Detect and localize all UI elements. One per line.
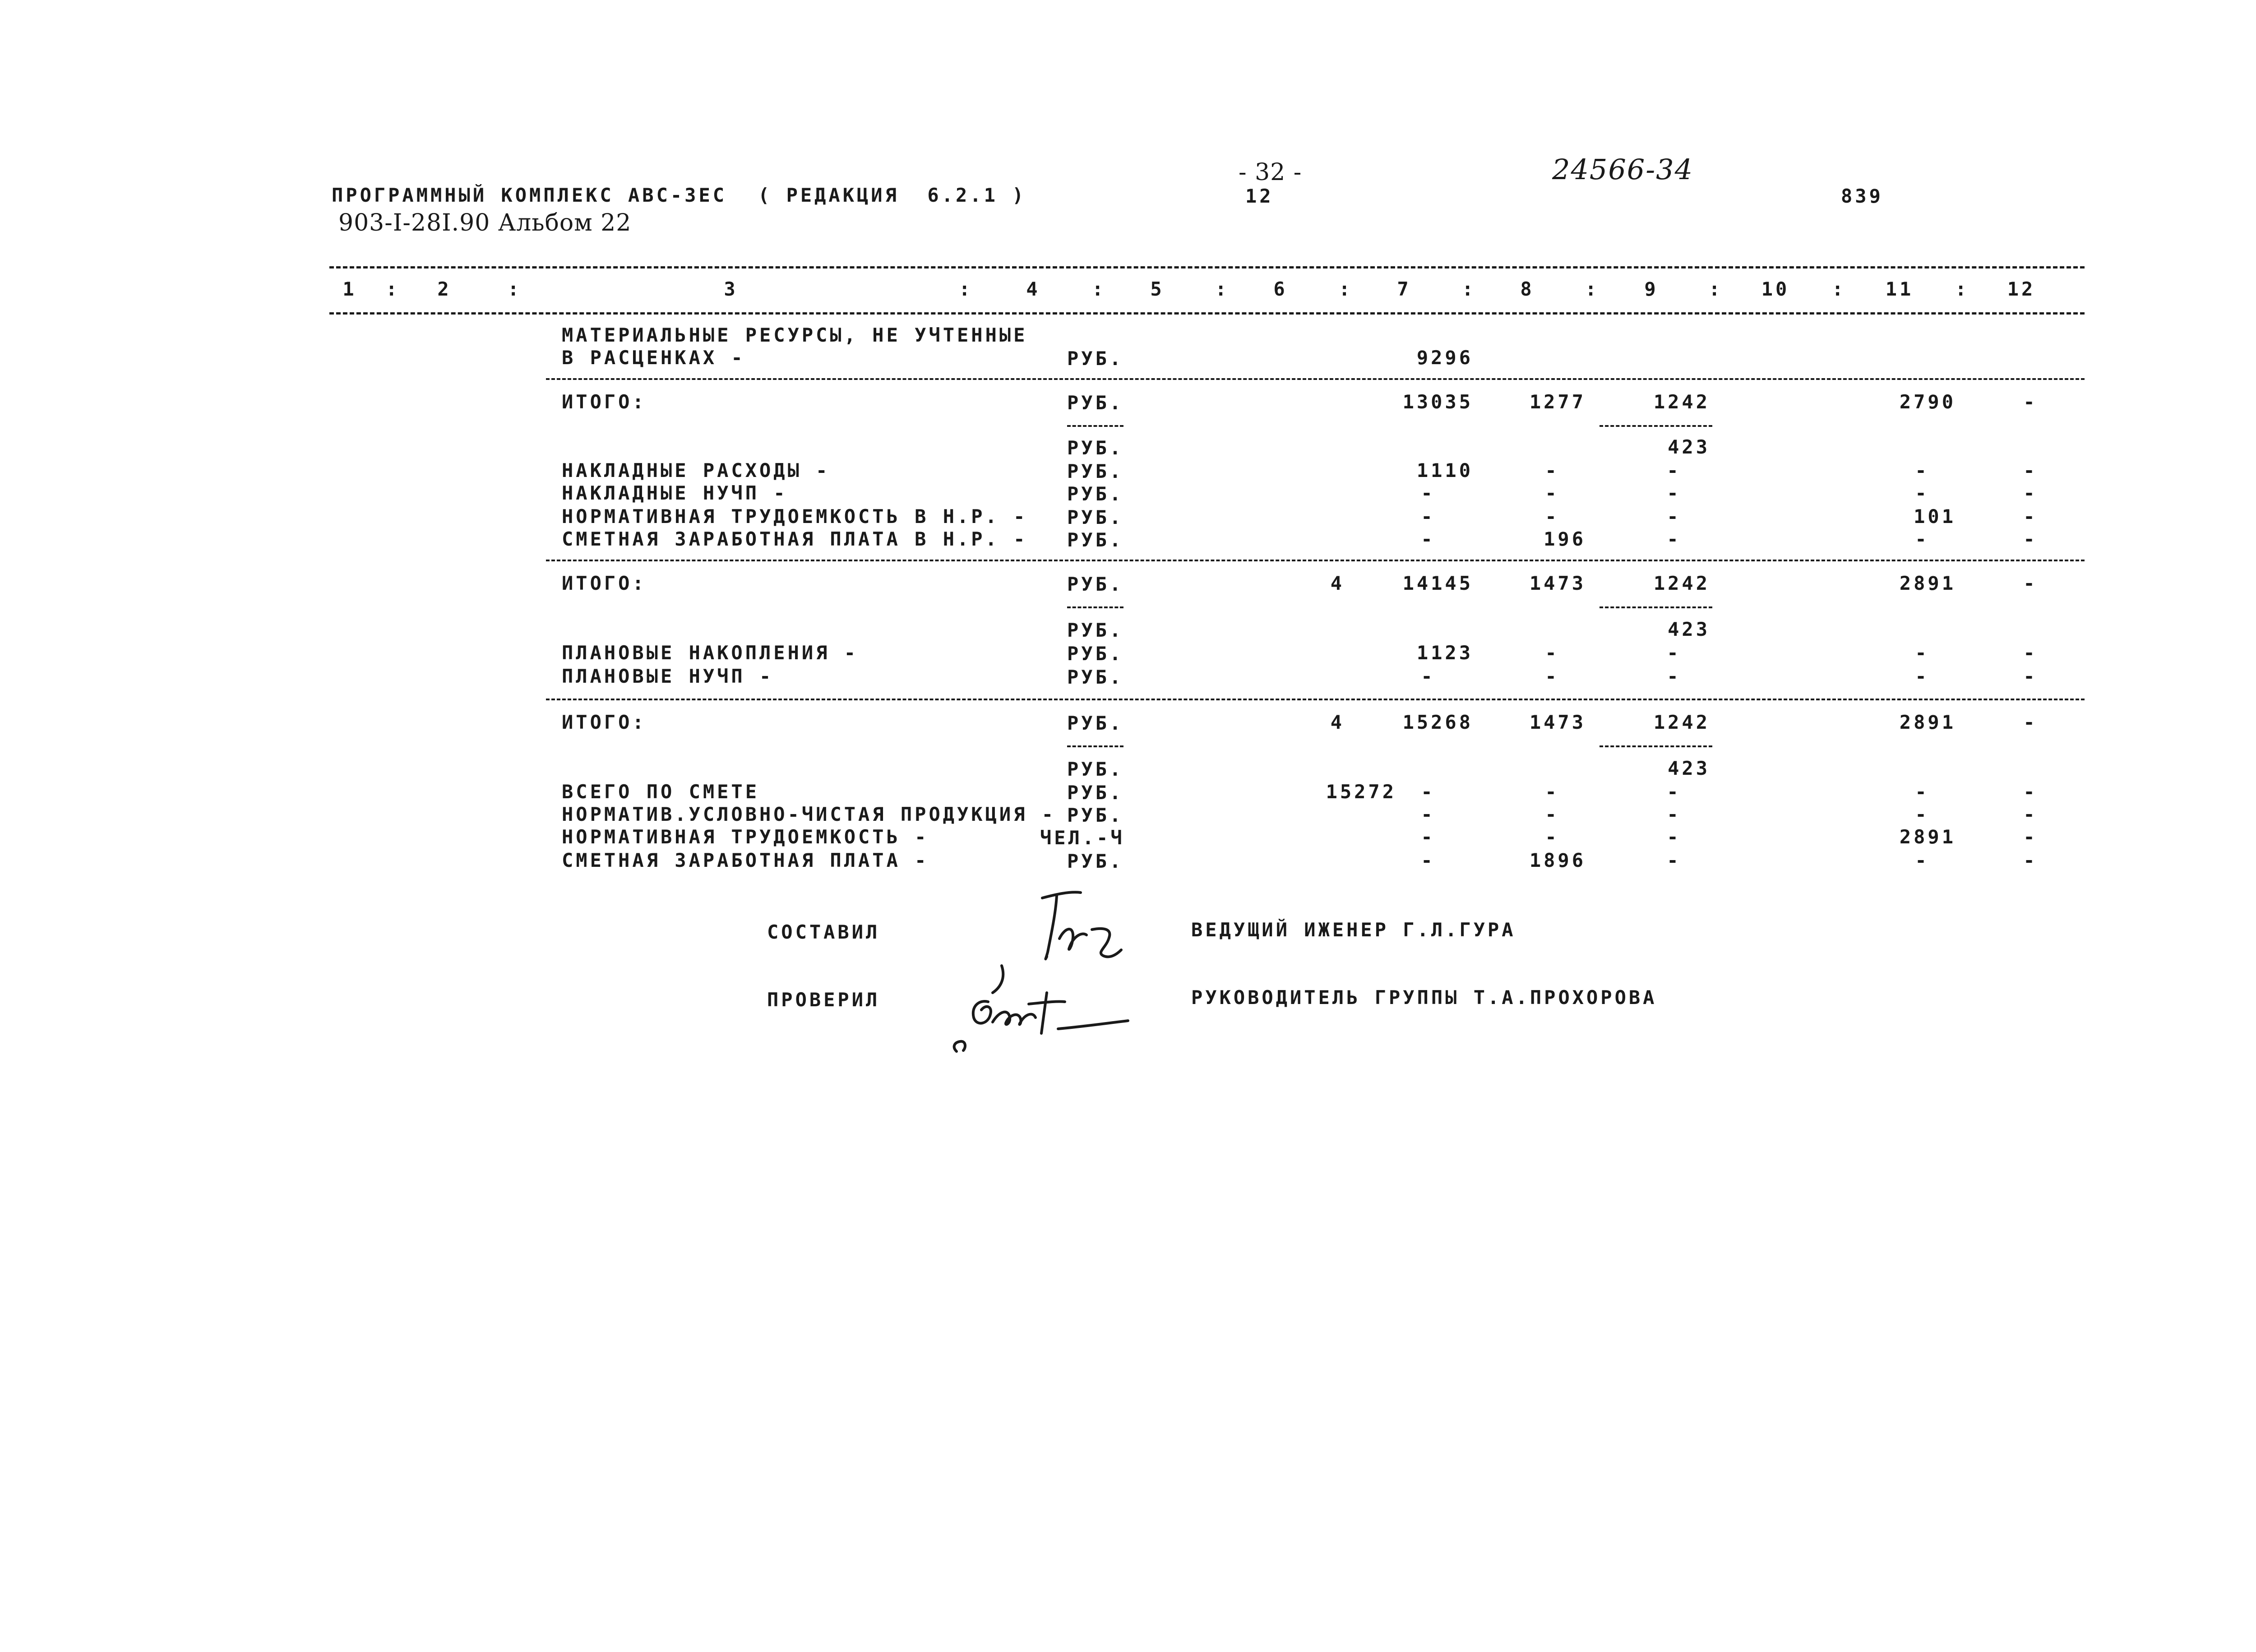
cell-col8: - [1545, 505, 1559, 528]
cell-col9: 1242 [1653, 391, 1710, 413]
row-unit: РУБ. [1067, 619, 1124, 641]
row-label: ИТОГО: [562, 711, 647, 733]
col-separator: : [1215, 278, 1230, 300]
edition-label: ( РЕДАКЦИЯ 6.2.1 ) [758, 184, 1026, 206]
row-label: ПЛАНОВЫЕ НАКОПЛЕНИЯ - [562, 642, 859, 664]
row-unit: РУБ. [1067, 347, 1124, 370]
cell-col8: 196 [1544, 528, 1586, 550]
row-label: СМЕТНАЯ ЗАРАБОТНАЯ ПЛАТА - [562, 849, 929, 871]
section-rule [546, 560, 2085, 561]
col-separator: : [1709, 278, 1723, 300]
row-unit: РУБ. [1067, 460, 1124, 482]
cell-col11: - [1915, 642, 1929, 664]
row-unit: РУБ. [1067, 573, 1124, 595]
cell-col12: - [2023, 642, 2038, 664]
cell-col11: - [1915, 849, 1929, 871]
cell-col8: 1896 [1529, 849, 1586, 871]
page-number: - 32 - [1239, 159, 1302, 186]
cell-col9: 1242 [1653, 572, 1710, 594]
col9-underline [1600, 745, 1712, 747]
cell-col9: 423 [1668, 618, 1710, 640]
cell-col7: - [1421, 781, 1435, 803]
col-separator: : [1339, 278, 1353, 300]
row-unit: РУБ. [1067, 643, 1124, 665]
left-code: 12 [1245, 185, 1274, 207]
cell-col9: - [1667, 528, 1681, 550]
cell-col11: - [1915, 482, 1929, 504]
unit-underline [1067, 745, 1123, 747]
cell-col12: - [2023, 665, 2038, 687]
row-label: ИТОГО: [562, 572, 647, 594]
row-label: СМЕТНАЯ ЗАРАБОТНАЯ ПЛАТА В Н.Р. - [562, 528, 1028, 550]
cell-col8: - [1545, 781, 1559, 803]
compiled-label: СОСТАВИЛ [767, 921, 880, 943]
cell-col11: 2891 [1899, 711, 1956, 733]
cell-col12: - [2023, 711, 2038, 733]
row-unit: РУБ. [1067, 850, 1124, 872]
program-title: ПРОГРАММНЫЙ КОМПЛЕКС АВС-ЗЕС [332, 184, 727, 206]
row-unit: РУБ. [1067, 506, 1124, 528]
col-number: 1 [342, 278, 357, 300]
cell-col7: 14145 [1402, 572, 1473, 594]
cell-col7: - [1421, 482, 1435, 504]
cell-col6: 4 [1330, 711, 1345, 733]
cell-col12: - [2023, 803, 2038, 825]
cell-col12: - [2023, 849, 2038, 871]
cell-col7: - [1421, 803, 1435, 825]
cell-col12: - [2023, 528, 2038, 550]
col-number: 7 [1397, 278, 1411, 300]
row-label: НАКЛАДНЫЕ НУЧП - [562, 482, 788, 504]
cell-col9: - [1667, 665, 1681, 687]
cell-col12: - [2023, 826, 2038, 848]
row-label: ПЛАНОВЫЕ НУЧП - [562, 665, 774, 687]
section-rule [546, 699, 2085, 700]
cell-col11: 101 [1914, 505, 1956, 528]
cell-col11: - [1915, 781, 1929, 803]
checked-by: РУКОВОДИТЕЛЬ ГРУППЫ Т.А.ПРОХОРОВА [1191, 986, 1657, 1009]
row-unit: РУБ. [1067, 483, 1124, 505]
row-unit: РУБ. [1067, 529, 1124, 551]
cell-col11: 2891 [1899, 826, 1956, 848]
col-number: 2 [437, 278, 452, 300]
row-label: МАТЕРИАЛЬНЫЕ РЕСУРСЫ, НЕ УЧТЕННЫЕ [562, 324, 1028, 346]
col-separator: : [1832, 278, 1846, 300]
col-number: 11 [1885, 278, 1914, 300]
cell-col12: - [2023, 781, 2038, 803]
row-unit: РУБ. [1067, 666, 1124, 688]
cell-col9: - [1667, 482, 1681, 504]
row-label: ВСЕГО ПО СМЕТЕ [562, 781, 760, 803]
col-separator: : [386, 278, 400, 300]
cell-col9: 423 [1668, 757, 1710, 779]
cell-col8: 1277 [1529, 391, 1586, 413]
row-unit: ЧЕЛ.-Ч [1040, 827, 1125, 849]
cell-col9: 423 [1668, 436, 1710, 458]
cell-col9: - [1667, 849, 1681, 871]
row-unit: РУБ. [1067, 712, 1124, 734]
cell-col11: - [1915, 803, 1929, 825]
signature-checker [938, 961, 1146, 1065]
col-number: 9 [1644, 278, 1659, 300]
col-separator: : [959, 278, 973, 300]
cell-col7: - [1421, 849, 1435, 871]
cell-col12: - [2023, 391, 2038, 413]
col-number: 4 [1026, 278, 1040, 300]
cell-col9: - [1667, 459, 1681, 481]
col-separator: : [1092, 278, 1106, 300]
cell-col12: - [2023, 505, 2038, 528]
row-label: НОРМАТИВ.УСЛОВНО-ЧИСТАЯ ПРОДУКЦИЯ - [562, 803, 1056, 825]
col-separator: : [1955, 278, 1969, 300]
handwritten-document-number: 24566-34 [1552, 153, 1694, 186]
section-rule [546, 378, 2085, 380]
cell-col8: - [1545, 826, 1559, 848]
cell-col8: - [1545, 665, 1559, 687]
col9-underline [1600, 606, 1712, 608]
row-unit: РУБ. [1067, 758, 1124, 780]
col9-underline [1600, 425, 1712, 427]
cell-col7: 13035 [1402, 391, 1473, 413]
cell-col9: - [1667, 803, 1681, 825]
cell-col12: - [2023, 572, 2038, 594]
cell-col11: 2790 [1899, 391, 1956, 413]
cell-col8: - [1545, 642, 1559, 664]
column-header-rule [329, 312, 2085, 315]
checked-label: ПРОВЕРИЛ [767, 989, 880, 1011]
row-unit: РУБ. [1067, 804, 1124, 826]
col-number: 8 [1520, 278, 1535, 300]
col-number: 10 [1761, 278, 1790, 300]
cell-col8: - [1545, 482, 1559, 504]
cell-col9: 1242 [1653, 711, 1710, 733]
cell-col12: - [2023, 482, 2038, 504]
col-separator: : [1585, 278, 1600, 300]
unit-underline [1067, 425, 1123, 427]
cell-col7: 1123 [1416, 642, 1473, 664]
right-code: 839 [1841, 185, 1883, 207]
cell-col6: 15272 [1326, 781, 1396, 803]
col-number: 12 [2007, 278, 2036, 300]
row-unit: РУБ. [1067, 437, 1124, 459]
cell-col12: - [2023, 459, 2038, 481]
cell-col9: - [1667, 505, 1681, 528]
cell-col7: - [1421, 665, 1435, 687]
row-label: НОРМАТИВНАЯ ТРУДОЕМКОСТЬ - [562, 826, 929, 848]
signature-compiler [1024, 884, 1142, 970]
cell-col7: - [1421, 528, 1435, 550]
cell-col8: 1473 [1529, 711, 1586, 733]
cell-col9: - [1667, 826, 1681, 848]
cell-col6: 4 [1330, 572, 1345, 594]
row-label: НОРМАТИВНАЯ ТРУДОЕМКОСТЬ В Н.Р. - [562, 505, 1028, 528]
row-unit: РУБ. [1067, 392, 1124, 414]
cell-col9: - [1667, 642, 1681, 664]
cell-col11: - [1915, 528, 1929, 550]
cell-col7: 1110 [1416, 459, 1473, 481]
col-number: 3 [724, 278, 738, 300]
row-label: В РАСЦЕНКАХ - [562, 347, 745, 369]
col-separator: : [508, 278, 522, 300]
cell-col8: 1473 [1529, 572, 1586, 594]
album-reference: 903-I-28I.90 Альбом 22 [338, 209, 632, 236]
cell-col11: 2891 [1899, 572, 1956, 594]
cell-col7: - [1421, 826, 1435, 848]
cell-col9: - [1667, 781, 1681, 803]
cell-col8: - [1545, 803, 1559, 825]
compiled-by: ВЕДУЩИЙ ИЖЕНЕР Г.Л.ГУРА [1191, 919, 1516, 941]
cell-col7: 15268 [1402, 711, 1473, 733]
col-number: 5 [1150, 278, 1165, 300]
row-label: ИТОГО: [562, 391, 647, 413]
cell-col11: - [1915, 459, 1929, 481]
table-top-rule [329, 266, 2085, 268]
col-separator: : [1462, 278, 1476, 300]
cell-col11: - [1915, 665, 1929, 687]
cell-col8: - [1545, 459, 1559, 481]
cell-col7: 9296 [1416, 347, 1473, 369]
unit-underline [1067, 606, 1123, 608]
row-label: НАКЛАДНЫЕ РАСХОДЫ - [562, 459, 830, 481]
cell-col7: - [1421, 505, 1435, 528]
row-unit: РУБ. [1067, 782, 1124, 804]
col-number: 6 [1273, 278, 1288, 300]
